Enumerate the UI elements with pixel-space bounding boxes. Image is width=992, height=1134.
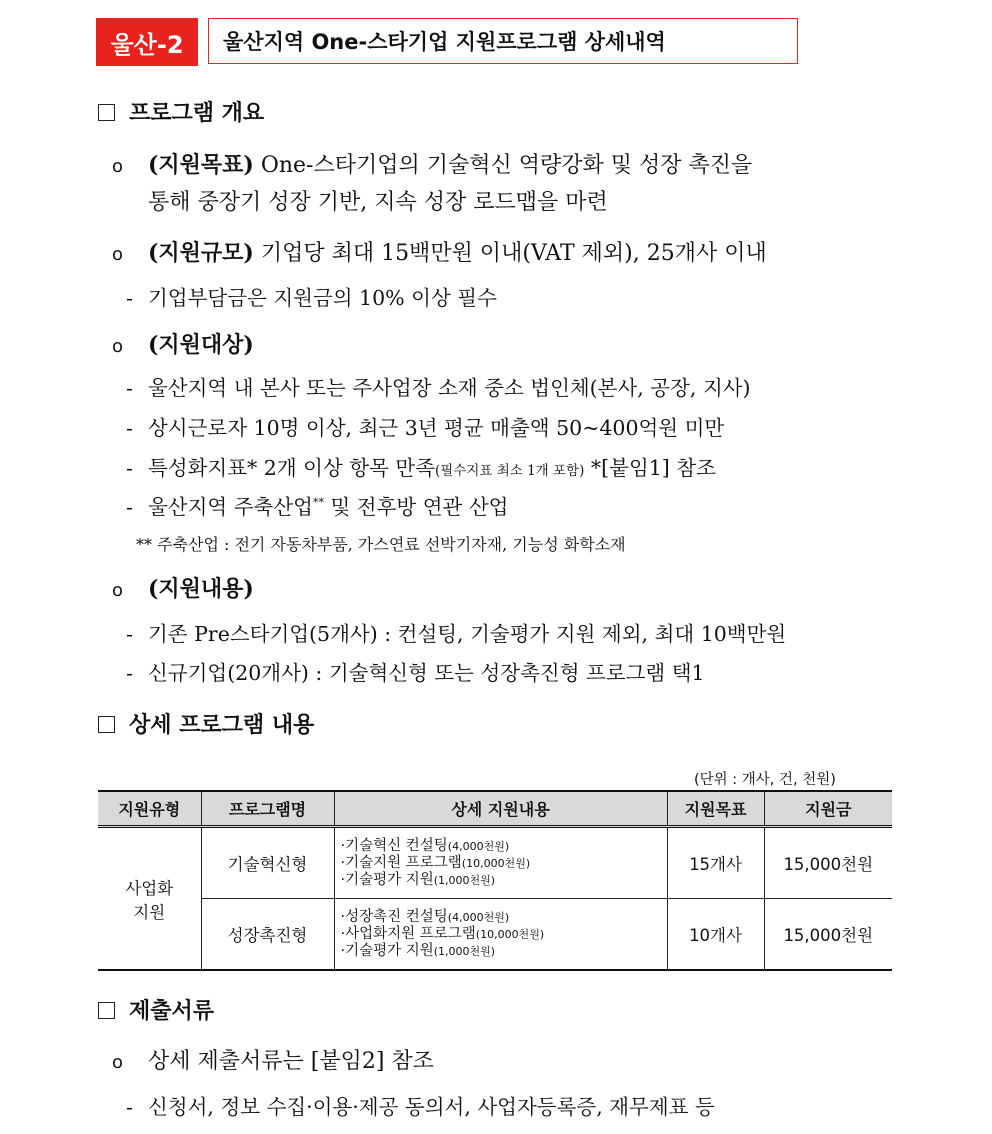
page-title: 울산지역 One-스타기업 지원프로그램 상세내역	[208, 18, 798, 64]
goal-label: (지원목표)	[148, 152, 254, 178]
circle-bullet-icon: o	[112, 1052, 124, 1073]
checkbox-square-icon	[98, 716, 115, 733]
scale-line	[112, 236, 767, 267]
table-header-row	[98, 791, 892, 827]
goal-text: One-스타기업의 기술혁신 역량강화 및 성장 촉진을	[253, 153, 753, 178]
content-item-text: 기존 Pre스타기업(5개사) : 컨설팅, 기술평가 지원 제외, 최대 10백만원	[148, 622, 787, 646]
circle-bullet-icon: o	[112, 156, 124, 177]
detail-cell	[334, 827, 667, 899]
section-overview-title: 프로그램 개요	[129, 101, 265, 126]
target-item: - 울산지역 주축산업** 및 전후방 연관 산업	[126, 495, 509, 519]
docs-line1	[112, 1044, 434, 1075]
program-table	[98, 790, 892, 971]
detail-item: ·사업화지원 프로그램(10,000천원)	[340, 925, 545, 942]
detail-item: ·기술평가 지원(1,000천원)	[340, 871, 496, 888]
docs-line2: - 신청서, 정보 수집·이용·제공 동의서, 사업자등록증, 재무제표 등	[126, 1095, 715, 1119]
checkbox-square-icon	[98, 1002, 115, 1019]
scale-sub: - 기업부담금은 지원금의 10% 이상 필수	[126, 286, 497, 310]
checkbox-square-icon	[98, 104, 115, 121]
table-header: 지원유형	[98, 791, 201, 827]
target-item-ref: *[붙임1] 참조	[584, 456, 716, 480]
scale-sub-text: 기업부담금은 지원금의 10% 이상 필수	[148, 286, 497, 310]
table-header: 상세 지원내용	[334, 791, 667, 827]
scale-label: (지원규모)	[148, 240, 254, 266]
goal-line1	[112, 148, 752, 179]
detail-item: ·기술평가 지원(1,000천원)	[340, 942, 496, 959]
section-detail	[98, 708, 314, 739]
detail-cell	[334, 899, 667, 971]
table-header: 지원금	[764, 791, 892, 827]
docs-line1-text: 상세 제출서류는 [붙임2] 참조	[148, 1049, 434, 1074]
target-item: - 특성화지표* 2개 이상 항목 만족(필수지표 최소 1개 포함) *[붙임1] 참조	[126, 456, 716, 480]
target-label: (지원대상)	[148, 332, 254, 358]
table-header: 프로그램명	[201, 791, 334, 827]
support-type-cell: 사업화 지원	[98, 827, 201, 971]
section-docs-title: 제출서류	[129, 999, 215, 1024]
detail-item: ·성장촉진 컨설팅(4,000천원)	[340, 908, 510, 925]
goal-line2: 통해 중장기 성장 기반, 지속 성장 로드맵을 마련	[148, 190, 608, 215]
target-item: - 상시근로자 10명 이상, 최근 3년 평균 매출액 50~400억원 미만	[126, 416, 725, 440]
table-row	[98, 827, 892, 899]
table-row	[98, 899, 892, 971]
header	[96, 18, 666, 64]
target-item-text: 특성화지표* 2개 이상 항목 만족	[148, 456, 435, 480]
circle-bullet-icon: o	[112, 580, 124, 601]
section-detail-title: 상세 프로그램 내용	[129, 713, 315, 738]
scale-text: 기업당 최대 15백만원 이내(VAT 제외), 25개사 이내	[253, 241, 767, 266]
target-item-text: 상시근로자 10명 이상, 최근 3년 평균 매출액 50~400억원 미만	[148, 416, 725, 440]
content-label: (지원내용)	[148, 576, 254, 602]
amount-cell: 15,000천원	[764, 827, 892, 899]
unit-label: (단위 : 개사, 건, 천원)	[694, 772, 836, 788]
target-line	[112, 328, 254, 359]
detail-item: ·기술혁신 컨설팅(4,000천원)	[340, 837, 510, 854]
table-header: 지원목표	[667, 791, 764, 827]
docs-line2-text: 신청서, 정보 수집·이용·제공 동의서, 사업자등록증, 재무제표 등	[148, 1095, 715, 1119]
target-item-text-b: 및 전후방 연관 산업	[323, 495, 509, 519]
content-item: - 신규기업(20개사) : 기술혁신형 또는 성장촉진형 프로그램 택1	[126, 661, 705, 685]
section-overview	[98, 96, 264, 127]
section-docs	[98, 994, 214, 1025]
footnote-mark: **	[312, 496, 324, 510]
target-item-text: 울산지역 내 본사 또는 주사업장 소재 중소 법인체(본사, 공장, 지사)	[148, 376, 751, 400]
content-item: - 기존 Pre스타기업(5개사) : 컨설팅, 기술평가 지원 제외, 최대 10백만원	[126, 622, 787, 646]
amount-cell: 15,000천원	[764, 899, 892, 971]
content-line	[112, 572, 254, 603]
region-badge: 울산-2	[96, 18, 198, 66]
detail-item: ·기술지원 프로그램(10,000천원)	[340, 854, 531, 871]
content-item-text: 신규기업(20개사) : 기술혁신형 또는 성장촉진형 프로그램 택1	[148, 661, 705, 685]
target-item: - 울산지역 내 본사 또는 주사업장 소재 중소 법인체(본사, 공장, 지사)	[126, 376, 751, 400]
target-cell: 10개사	[667, 899, 764, 971]
program-name-cell: 기술혁신형	[201, 827, 334, 899]
footnote: ** 주축산업 : 전기 자동차부품, 가스연료 선박기자재, 기능성 화학소재	[136, 535, 626, 554]
circle-bullet-icon: o	[112, 336, 124, 357]
circle-bullet-icon: o	[112, 244, 124, 265]
target-item-text: 울산지역 주축산업	[148, 495, 313, 519]
target-cell: 15개사	[667, 827, 764, 899]
program-name-cell: 성장촉진형	[201, 899, 334, 971]
target-item-note: (필수지표 최소 1개 포함)	[435, 463, 585, 479]
